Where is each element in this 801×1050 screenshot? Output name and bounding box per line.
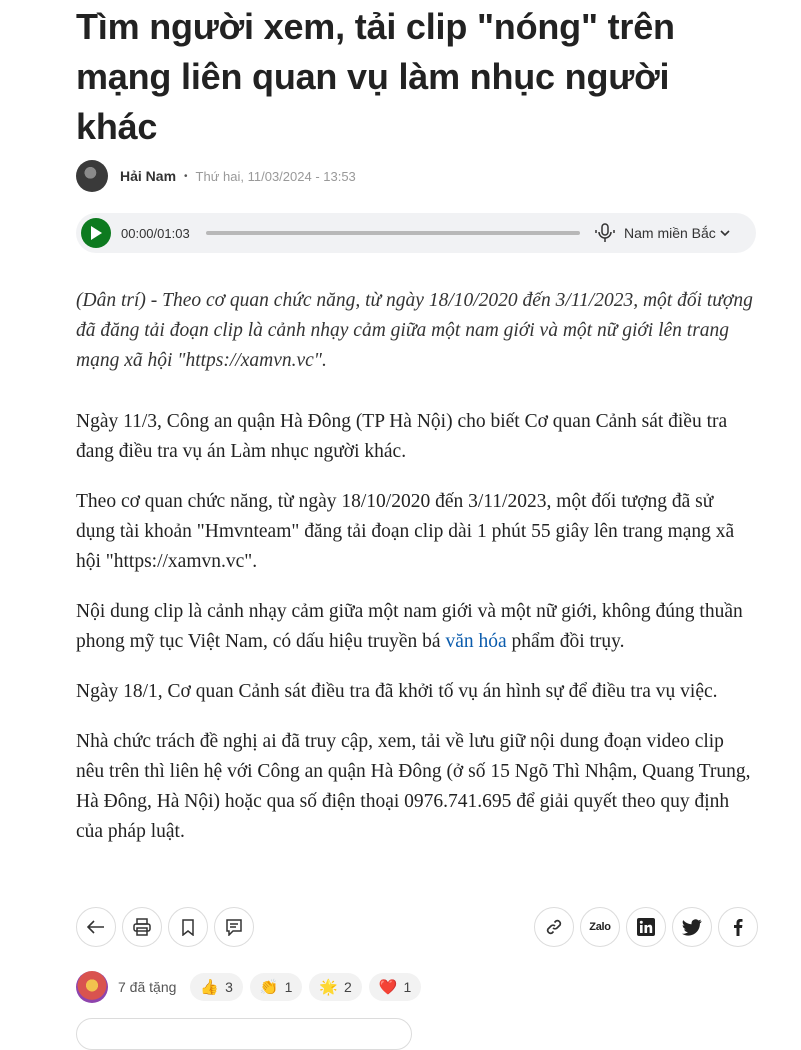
paragraph: Ngày 11/3, Công an quận Hà Đông (TP Hà Nội) cho biết Cơ quan Cảnh sát điều tra đang điều tra vụ án Làm nhục người khác. <box>76 411 728 462</box>
share-facebook-button[interactable] <box>718 907 758 947</box>
comment-icon <box>225 918 243 936</box>
share-linkedin-button[interactable] <box>626 907 666 947</box>
clap-icon: 👏 <box>259 978 279 996</box>
article-title: Tìm người xem, tải clip "nóng" trên mạng liên quan vụ làm nhục người khác <box>76 6 675 147</box>
facebook-icon <box>733 918 743 936</box>
share-twitter-button[interactable] <box>672 907 712 947</box>
printer-icon <box>133 918 151 936</box>
audio-progress-bar[interactable] <box>206 231 580 235</box>
reaction-count: 3 <box>225 979 233 995</box>
paragraph <box>76 597 756 657</box>
audio-player <box>76 213 756 253</box>
back-button[interactable] <box>76 907 116 947</box>
byline <box>76 160 356 192</box>
paragraph: Nhà chức trách đề nghị ai đã truy cập, xem, tải về lưu giữ nội dung đoạn video clip nêu trên thì liên hệ với Công an quận Hà Đông (ở số 15 Ngõ Thì Nhậm, Quang Trung, Hà Đông, Hà Nội) hoặc qua số điện thoại 0976.741.695 để giải quyết theo quy định của pháp luật. <box>76 731 751 842</box>
reaction-chip[interactable] <box>309 973 361 1001</box>
link-icon <box>545 918 563 936</box>
paragraph-text: Nội dung clip là cảnh nhạy cảm giữa một nam giới và một nữ giới, không đúng thuần phong mỹ tục Việt Nam, có dấu hiệu truyền bá <box>76 601 743 652</box>
audio-time: 00:00/01:03 <box>121 225 190 241</box>
reaction-chip[interactable] <box>250 973 302 1001</box>
paragraph: Ngày 18/1, Cơ quan Cảnh sát điều tra đã khởi tố vụ án hình sự để điều tra vụ việc. <box>76 681 718 702</box>
twitter-icon <box>682 919 702 936</box>
bookmark-icon <box>181 919 195 936</box>
reaction-count: 2 <box>344 979 352 995</box>
star-icon: 🌟 <box>319 978 339 996</box>
reaction-count: 1 <box>403 979 412 995</box>
comment-button[interactable] <box>214 907 254 947</box>
copy-link-button[interactable] <box>534 907 574 947</box>
heart-icon: ❤️ <box>378 978 398 996</box>
share-zalo-button[interactable] <box>580 907 620 947</box>
reaction-count: 1 <box>284 979 293 995</box>
article-actions <box>76 907 756 947</box>
reaction-chip[interactable] <box>190 973 242 1001</box>
paragraph-text: phẩm đồi trụy. <box>506 631 625 652</box>
article-body <box>76 407 756 867</box>
arrow-left-icon <box>87 920 105 934</box>
thumbs-up-icon: 👍 <box>200 978 220 996</box>
play-button[interactable] <box>81 218 111 248</box>
bookmark-button[interactable] <box>168 907 208 947</box>
reactions-bar <box>76 970 428 1004</box>
voice-select[interactable] <box>624 225 730 241</box>
publish-date: Thứ hai, 11/03/2024 - 13:53 <box>195 168 356 184</box>
print-button[interactable] <box>122 907 162 947</box>
reaction-chip[interactable] <box>369 973 421 1001</box>
gift-avatar-icon <box>76 971 108 1003</box>
byline-separator: • <box>184 170 188 182</box>
voice-select-label: Nam miền Bắc <box>624 225 716 241</box>
zalo-icon: Zalo <box>589 921 611 933</box>
linkedin-icon <box>637 918 655 936</box>
voice-mic-icon <box>594 222 616 244</box>
comment-input[interactable] <box>76 1018 412 1050</box>
paragraph: Theo cơ quan chức năng, từ ngày 18/10/2020 đến 3/11/2023, một đối tượng đã sử dụng tài khoản "Hmvnteam" đăng tải đoạn clip dài 1 phút 55 giây lên trang mạng xã hội "https://xamvn.vc". <box>76 491 735 572</box>
article-sapo: (Dân trí) - Theo cơ quan chức năng, từ ngày 18/10/2020 đến 3/11/2023, một đối tượng đã đăng tải đoạn clip là cảnh nhạy cảm giữa một nam giới và một nữ giới lên trang mạng xã hội "https://xamvn.vc". <box>76 290 753 371</box>
author-name[interactable]: Hải Nam <box>120 168 177 184</box>
chevron-down-icon <box>720 229 730 237</box>
given-count[interactable]: 7 đã tặng <box>118 979 177 995</box>
culture-link[interactable]: văn hóa <box>445 631 507 652</box>
play-icon <box>90 226 102 240</box>
author-avatar[interactable] <box>76 160 108 192</box>
